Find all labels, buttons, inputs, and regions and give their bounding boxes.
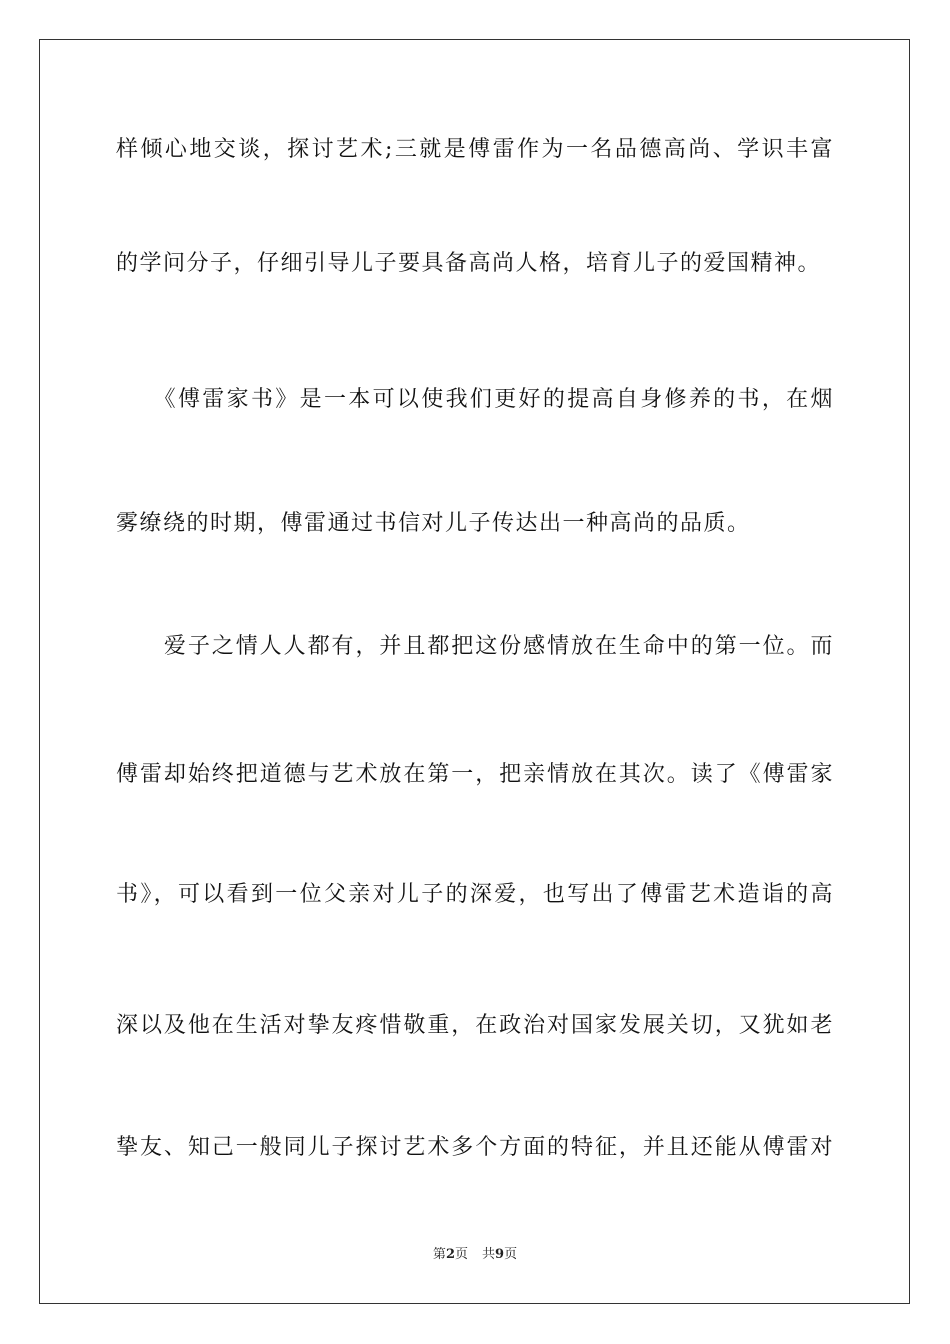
page-suffix: 页 [454,1247,468,1262]
text-line-7: 书》，可以看到一位父亲对儿子的深爱，也写出了傅雷艺术造诣的高 [116,882,834,907]
page-prefix: 第 [432,1247,446,1262]
total-prefix: 共 [482,1247,496,1262]
current-page-number: 2 [445,1247,455,1262]
text-line-4: 雾缭绕的时期，傅雷通过书信对儿子传达出一种高尚的品质。 [116,511,751,536]
total-suffix: 页 [504,1247,518,1262]
text-line-8: 深以及他在生活对挚友疼惜敬重，在政治对国家发展关切，又犹如老 [116,1013,834,1038]
text-line-5: 爱子之情人人都有，并且都把这份感情放在生命中的第一位。而 [116,634,834,659]
text-line-6: 傅雷却始终把道德与艺术放在第一，把亲情放在其次。读了《傅雷家 [116,762,834,787]
text-line-3: 《傅雷家书》是一本可以使我们更好的提高自身修养的书，在烟 [116,387,834,412]
text-line-9: 挚友、知己一般同儿子探讨艺术多个方面的特征，并且还能从傅雷对 [116,1135,834,1160]
page-border [39,39,910,1304]
total-pages-number: 9 [495,1247,505,1262]
page-footer [0,1246,950,1264]
text-line-2: 的学问分子，仔细引导儿子要具备高尚人格，培育儿子的爱国精神。 [116,251,822,276]
text-line-1: 样倾心地交谈，探讨艺术;三就是傅雷作为一名品德高尚、学识丰富 [116,137,834,162]
